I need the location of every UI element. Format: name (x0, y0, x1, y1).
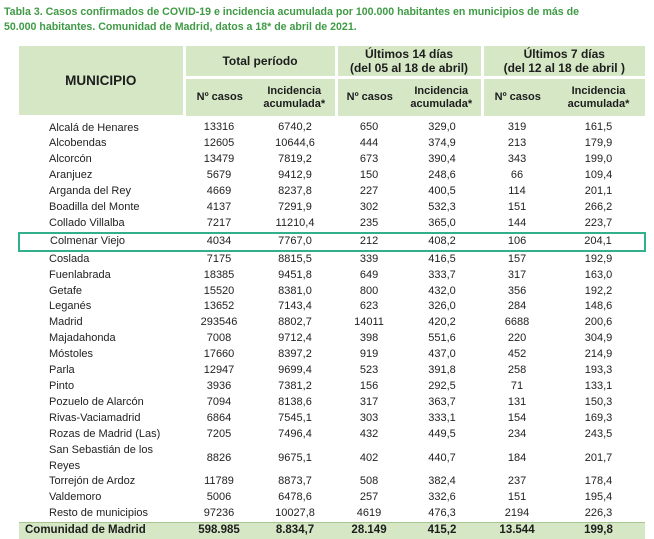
cell-14d-incidencia: 408,2 (402, 233, 482, 251)
table-row (19, 331, 645, 347)
header-incidencia-line2: acumulada* (567, 97, 630, 110)
table-row (19, 299, 645, 315)
table-row (19, 363, 645, 379)
cell-total-incidencia: 8.834,7 (254, 523, 336, 539)
cell-total-incidencia: 7381,2 (278, 380, 312, 392)
cell-14d-casos: 673 (359, 153, 379, 166)
cell-total-casos: 7008 (206, 332, 232, 345)
cell-7d-incidencia: 266,2 (584, 201, 613, 214)
table-row-total (19, 523, 645, 539)
table-row (19, 216, 645, 233)
cell-7d-casos: 213 (507, 137, 527, 150)
cell-14d-casos: 339 (359, 252, 379, 265)
cell-total-casos: 13479 (203, 153, 235, 166)
cell-municipio: Colmenar Viejo (19, 233, 184, 251)
cell-7d-casos: 13.544 (482, 523, 552, 539)
cell-14d-casos: 623 (359, 300, 379, 313)
cell-municipio: Móstoles (49, 348, 94, 361)
header-7d-casos: Nº casos (482, 78, 552, 117)
table-row (19, 168, 645, 184)
table-row (19, 315, 645, 331)
cell-14d-incidencia: 415,2 (402, 523, 482, 539)
cell-7d-incidencia: 193,3 (584, 364, 613, 377)
cell-14d-casos: 523 (359, 364, 379, 377)
cell-municipio: Resto de municipios (49, 507, 149, 520)
cell-7d-casos: 114 (508, 185, 526, 198)
cell-14d-incidencia: 440,7 (428, 451, 456, 464)
cell-7d-incidencia: 200,6 (584, 316, 613, 329)
cell-7d-incidencia: 192,2 (584, 284, 613, 297)
header-incidencia-line2: acumulada* (263, 97, 326, 110)
cell-7d-casos: 319 (507, 120, 527, 133)
cell-total-incidencia: 9412,9 (278, 169, 312, 182)
cell-14d-incidencia: 292,5 (428, 380, 456, 392)
cell-municipio: Rivas-Vaciamadrid (49, 411, 141, 424)
header-last-14-line2: (del 05 al 18 de abril) (349, 61, 469, 75)
cell-total-casos: 598.985 (184, 523, 254, 539)
cell-total-incidencia: 7291,9 (278, 201, 312, 214)
cell-municipio: Arganda del Rey (49, 185, 131, 198)
cell-total-casos: 97236 (203, 507, 235, 520)
cell-7d-casos: 220 (507, 332, 527, 345)
table-row (19, 443, 645, 475)
cell-14d-casos: 650 (359, 120, 379, 133)
cell-14d-casos: 444 (359, 137, 379, 150)
cell-7d-incidencia: 163,0 (584, 268, 613, 281)
cell-7d-casos: 356 (507, 284, 527, 297)
caption-line-1: Tabla 3. Casos confirmados de COVID-19 e incidencia acumulada por 100.000 habitantes en municipios de más de (4, 6, 579, 18)
cell-municipio: Boadilla del Monte (49, 201, 140, 214)
cell-total-incidencia: 9712,4 (278, 332, 312, 345)
cell-14d-incidencia: 432,0 (428, 284, 456, 297)
table-row (19, 116, 645, 136)
cell-7d-casos: 131 (507, 395, 527, 408)
cell-total-incidencia: 7545,1 (278, 411, 312, 424)
cell-14d-casos: 508 (359, 475, 379, 488)
cell-total-incidencia: 8873,7 (278, 475, 312, 488)
cell-14d-casos: 227 (359, 185, 379, 198)
table-row (19, 136, 645, 152)
table-row (19, 427, 645, 443)
cell-14d-casos: 302 (359, 201, 379, 214)
cell-total-casos: 7205 (206, 427, 232, 440)
header-incidencia-line1: Incidencia (414, 84, 469, 97)
cell-total-incidencia: 11210,4 (275, 216, 315, 229)
cell-7d-casos: 284 (507, 300, 527, 313)
cell-14d-casos: 156 (359, 380, 379, 392)
cell-7d-casos: 154 (507, 411, 527, 424)
cell-14d-incidencia: 449,5 (428, 427, 456, 440)
cell-14d-incidencia: 333,7 (428, 268, 456, 281)
cell-14d-casos: 14011 (354, 316, 384, 329)
cell-total-incidencia: 7819,2 (278, 153, 312, 166)
cell-7d-incidencia: 150,3 (584, 395, 613, 408)
header-last-14-days (336, 46, 482, 78)
cell-7d-casos: 151 (507, 201, 527, 214)
cell-municipio: San Sebastián de los Reyes (49, 443, 153, 472)
cell-7d-incidencia: 133,1 (584, 380, 613, 392)
cell-14d-incidencia: 363,7 (428, 395, 456, 408)
cell-7d-casos: 144 (507, 216, 527, 229)
cell-14d-incidencia: 391,8 (428, 364, 456, 377)
cell-municipio: Pinto (49, 380, 75, 392)
cell-14d-casos: 28.149 (336, 523, 402, 539)
cell-7d-casos: 71 (510, 380, 524, 392)
header-total-incidencia (254, 78, 336, 117)
cell-7d-incidencia: 148,6 (584, 300, 613, 313)
table-row (19, 490, 645, 506)
cell-7d-incidencia: 201,7 (584, 451, 613, 464)
cell-7d-incidencia: 169,3 (584, 411, 613, 424)
cell-municipio: Collado Villalba (49, 216, 125, 229)
table-row (19, 284, 645, 300)
table-row (19, 268, 645, 284)
cell-municipio: Majadahonda (49, 332, 116, 345)
table-row (19, 184, 645, 200)
header-14d-incidencia (402, 78, 482, 117)
cell-7d-incidencia: 199,8 (552, 523, 645, 539)
header-7d-incidencia (552, 78, 645, 117)
cell-7d-incidencia: 178,4 (584, 475, 613, 488)
cell-7d-casos: 234 (507, 427, 527, 440)
cell-14d-casos: 303 (359, 411, 379, 424)
cell-7d-casos: 66 (510, 169, 524, 182)
cell-14d-casos: 649 (359, 268, 379, 281)
cell-total-incidencia: 6740,2 (278, 120, 312, 133)
cell-total-casos: 7094 (206, 395, 232, 408)
cell-14d-casos: 432 (359, 427, 379, 440)
cell-7d-casos: 6688 (504, 316, 530, 329)
table-header (19, 46, 645, 116)
cell-14d-casos: 398 (359, 332, 379, 345)
cell-14d-incidencia: 332,6 (428, 491, 456, 504)
cell-municipio: Rozas de Madrid (Las) (49, 427, 161, 440)
cell-14d-incidencia: 551,6 (428, 332, 456, 345)
cell-total-incidencia: 8381,0 (278, 284, 312, 297)
table-row (19, 474, 645, 490)
cell-total-incidencia: 6478,6 (278, 491, 312, 504)
header-incidencia-line1: Incidencia (267, 84, 322, 97)
cell-14d-incidencia: 390,4 (428, 153, 456, 166)
cell-municipio: Coslada (49, 252, 90, 265)
cell-total-casos: 6864 (206, 411, 232, 424)
cell-total-casos: 4034 (184, 233, 254, 251)
table-row (19, 379, 645, 395)
cell-14d-incidencia: 333,1 (428, 411, 456, 424)
cell-7d-casos: 2194 (504, 507, 530, 520)
cell-14d-incidencia: 365,0 (428, 216, 456, 229)
cell-municipio: Leganés (49, 300, 92, 313)
cell-14d-incidencia: 326,0 (428, 300, 456, 313)
cell-total-casos: 17660 (203, 348, 235, 361)
cell-7d-incidencia: 199,0 (584, 153, 613, 166)
cell-total-casos: 13652 (203, 300, 235, 313)
header-14d-casos: Nº casos (336, 78, 402, 117)
cell-7d-casos: 258 (507, 364, 527, 377)
cell-total-incidencia: 8237,8 (278, 185, 312, 198)
table-row (19, 152, 645, 168)
cell-total-casos: 7217 (206, 216, 232, 229)
cell-municipio: Aranjuez (49, 169, 93, 182)
cell-total-casos: 13316 (203, 120, 235, 133)
cell-total-casos: 3936 (206, 380, 232, 392)
cell-7d-casos: 237 (507, 475, 527, 488)
table-caption (4, 5, 624, 35)
cell-municipio: Alcobendas (49, 137, 107, 150)
cell-total-incidencia: 7143,4 (278, 300, 312, 313)
table-row-highlighted (19, 233, 645, 251)
cell-14d-casos: 212 (336, 233, 402, 251)
cell-14d-casos: 257 (359, 491, 379, 504)
cell-14d-incidencia: 248,6 (428, 169, 456, 182)
cell-total-incidencia: 9675,1 (278, 451, 312, 464)
table-row (19, 347, 645, 363)
header-total-casos: Nº casos (184, 78, 254, 117)
cell-7d-incidencia: 204,1 (552, 233, 645, 251)
header-last-7-days (482, 46, 645, 78)
cell-7d-incidencia: 223,7 (584, 216, 613, 229)
cell-total-casos: 15520 (203, 284, 235, 297)
cell-7d-casos: 184 (507, 451, 527, 464)
cell-total-casos: 4669 (206, 185, 232, 198)
cell-7d-incidencia: 214,9 (584, 348, 613, 361)
header-incidencia-line1: Incidencia (571, 84, 626, 97)
cell-total-casos: 5006 (206, 491, 232, 504)
cell-7d-incidencia: 201,1 (584, 185, 613, 198)
cell-total-casos: 18385 (203, 268, 235, 281)
cell-7d-incidencia: 304,9 (584, 332, 613, 345)
cell-14d-casos: 919 (359, 348, 379, 361)
cell-total-incidencia: 7496,4 (278, 427, 312, 440)
cell-14d-incidencia: 329,0 (428, 120, 456, 133)
cell-total-incidencia: 9451,8 (278, 268, 312, 281)
cell-total-casos: 4137 (206, 201, 232, 214)
cell-total-incidencia: 8802,7 (278, 316, 312, 329)
cell-total-casos: 7175 (206, 252, 232, 265)
cell-14d-incidencia: 382,4 (428, 475, 456, 488)
cell-municipio: Parla (49, 364, 75, 377)
header-incidencia-line2: acumulada* (410, 97, 473, 110)
caption-line-2: 50.000 habitantes. Comunidad de Madrid, datos a 18* de abril de 2021. (4, 21, 357, 33)
cell-total-incidencia: 8138,6 (278, 395, 312, 408)
cell-total-casos: 5679 (206, 169, 232, 182)
cell-municipio: Madrid (49, 316, 83, 329)
cell-7d-casos: 343 (507, 153, 527, 166)
table-row (19, 251, 645, 268)
table-row (19, 200, 645, 216)
cell-municipio: Pozuelo de Alarcón (49, 395, 144, 408)
cell-municipio: Getafe (49, 284, 83, 297)
cell-14d-casos: 402 (359, 451, 379, 464)
cell-total-incidencia: 9699,4 (278, 364, 312, 377)
cell-municipio: Comunidad de Madrid (19, 523, 184, 539)
table-row (19, 395, 645, 411)
cell-7d-incidencia: 161,5 (584, 120, 613, 133)
cell-total-casos: 12605 (203, 137, 235, 150)
cell-7d-incidencia: 192,9 (584, 252, 613, 265)
cell-7d-casos: 452 (507, 348, 527, 361)
cell-7d-incidencia: 226,3 (584, 507, 613, 520)
cell-14d-incidencia: 476,3 (428, 507, 456, 520)
header-group-row (19, 46, 645, 78)
cell-14d-incidencia: 420,2 (428, 316, 456, 329)
cell-14d-incidencia: 374,9 (428, 137, 456, 150)
cell-14d-casos: 800 (359, 284, 379, 297)
cell-municipio: Torrejón de Ardoz (49, 475, 136, 488)
cell-7d-incidencia: 109,4 (584, 169, 613, 182)
cell-14d-casos: 317 (359, 395, 379, 408)
cell-total-casos: 12947 (203, 364, 235, 377)
cell-total-incidencia: 10644,6 (275, 137, 315, 150)
table-row (19, 411, 645, 427)
cell-municipio: Alcorcón (49, 153, 92, 166)
table-body (19, 116, 645, 539)
cell-total-casos: 8826 (206, 451, 232, 464)
cell-municipio: Valdemoro (49, 491, 102, 504)
cell-7d-casos: 151 (507, 491, 527, 504)
cell-14d-incidencia: 400,5 (428, 185, 456, 198)
cell-7d-incidencia: 195,4 (584, 491, 613, 504)
cell-14d-casos: 235 (359, 216, 379, 229)
cell-7d-incidencia: 243,5 (584, 427, 613, 440)
cell-municipio: Alcalá de Henares (49, 121, 139, 134)
cell-total-casos: 11789 (204, 475, 234, 488)
cell-total-casos: 293546 (200, 316, 238, 329)
covid-municipios-table (18, 46, 646, 539)
cell-14d-casos: 4619 (356, 507, 382, 520)
cell-7d-incidencia: 179,9 (584, 137, 613, 150)
cell-14d-incidencia: 437,0 (428, 348, 456, 361)
cell-7d-casos: 317 (507, 268, 527, 281)
cell-total-incidencia: 8397,2 (278, 348, 312, 361)
header-last-7-line1: Últimos 7 días (523, 47, 605, 61)
cell-7d-casos: 106 (482, 233, 552, 251)
header-total-periodo: Total período (184, 46, 336, 78)
cell-total-incidencia: 10027,8 (275, 507, 315, 520)
cell-7d-casos: 157 (507, 252, 527, 265)
cell-14d-incidencia: 416,5 (428, 252, 456, 265)
cell-14d-casos: 150 (359, 169, 379, 182)
cell-14d-incidencia: 532,3 (428, 201, 456, 214)
cell-total-incidencia: 7767,0 (254, 233, 336, 251)
table-row (19, 506, 645, 522)
header-last-14-line1: Últimos 14 días (365, 47, 454, 61)
header-last-7-line2: (del 12 al 18 de abril ) (503, 61, 625, 75)
header-municipio: MUNICIPIO (19, 46, 184, 116)
cell-municipio: Fuenlabrada (49, 268, 111, 281)
cell-total-incidencia: 8815,5 (278, 252, 312, 265)
